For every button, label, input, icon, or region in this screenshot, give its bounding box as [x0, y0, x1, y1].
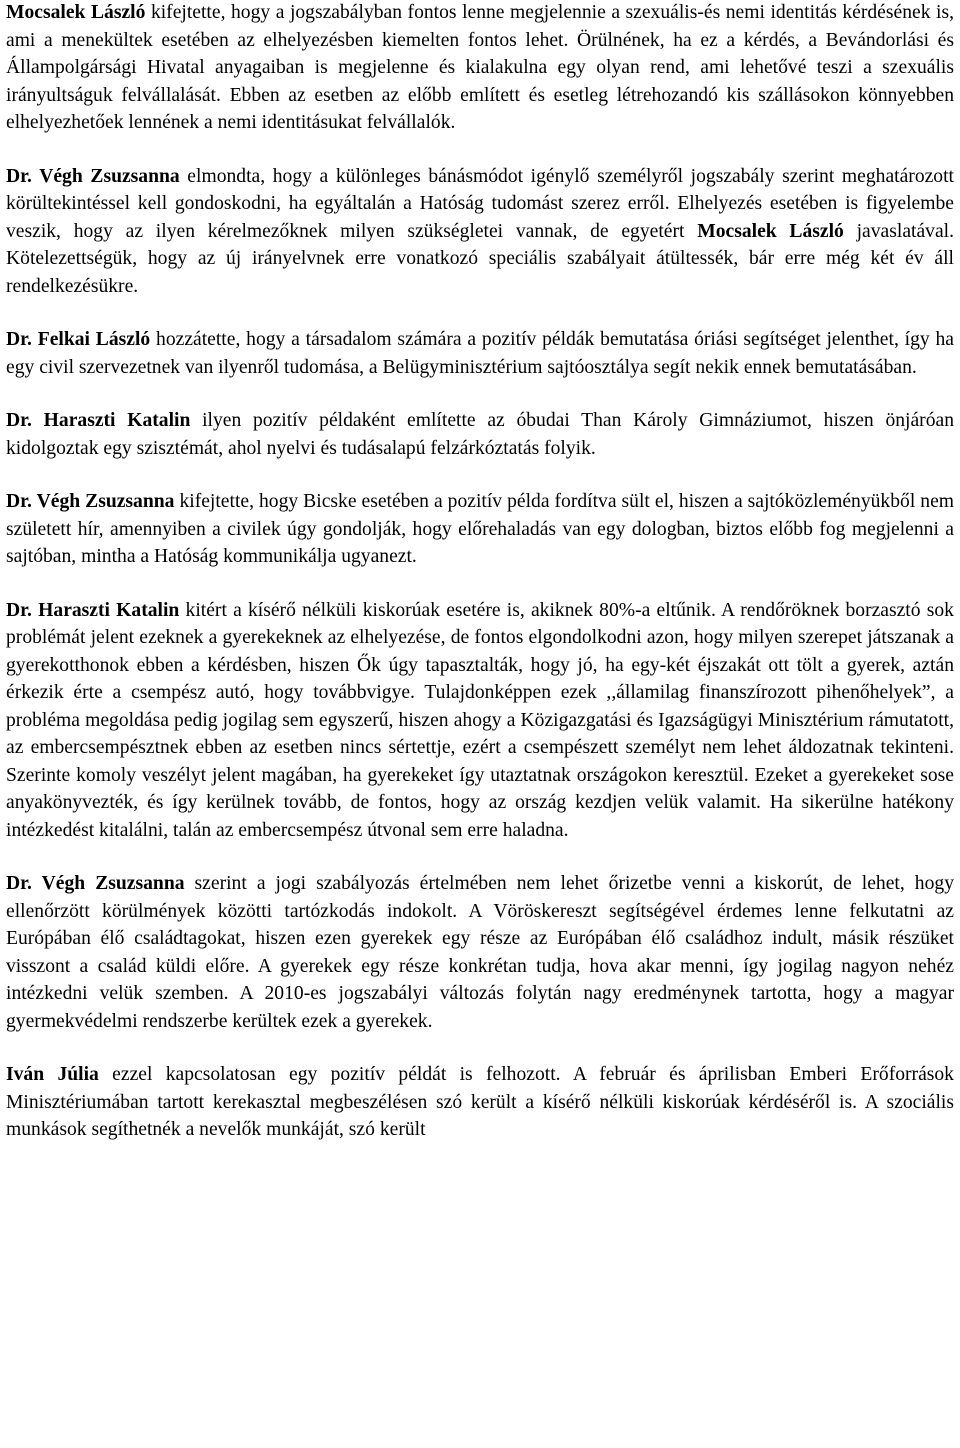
paragraph-vegh-legal-regulation — [6, 870, 954, 1035]
paragraph-text: hozzátette, hogy a társadalom számára a pozitív példák bemutatása óriási segítséget jelenthet, így ha egy civil szervezetnek van ilyenről tudomása, a Belügyminisztérium sajtóosztálya segít nekik ennek bemutatásában. — [6, 329, 954, 378]
speaker-name: Mocsalek László — [6, 2, 146, 23]
paragraph-ivan-positive-example — [6, 1061, 954, 1144]
speaker-name: Dr. Felkai László — [6, 329, 151, 350]
speaker-name: Dr. Haraszti Katalin — [6, 599, 180, 621]
speaker-name: Iván Júlia — [6, 1064, 99, 1085]
paragraph-vegh-bicske — [6, 488, 954, 571]
paragraph-text: elmondta, hogy a különleges bánásmódot igénylő személyről jogszabály szerint meghatározott körültekintéssel kell gondoskodni, ha egyáltalán a Hatóság tudomást szerez erről. Elhelyezés esetében is figyelembe veszik, hogy az ilyen kérelmezőknek milyen szükségletei vannak, de egyetért — [6, 165, 954, 242]
speaker-name: Dr. Haraszti Katalin — [6, 410, 191, 431]
paragraph-text: kifejtette, hogy Bicske esetében a pozitív példa fordítva sült el, hiszen a sajtóközleményükből nem született hír, amennyiben a civilek úgy gondolják, hogy előrehaladás van egy dologban, biztos előbb fog megjelenni a sajtóban, mintha a Hatóság kommunikálja ugyanezt. — [6, 491, 955, 567]
paragraph-haraszti-unaccompanied-minors — [6, 597, 954, 845]
paragraph-text: kifejtette, hogy a jogszabályban fontos lenne megjelennie a szexuális-és nemi identitás kérdésének is, ami a menekültek esetében az elhelyezésben kiemelten fontos lehet. Örülnének, ha ez a kérdés, a Bevándorlási és Állampolgársági Hivatal anyagaiban is megjelenne és kialakulna egy olyan rend, ami lehetővé teszi a szexuális irányultságuk felvállalását. Ebben az esetben az előbb említett és esetleg létrehozandó kis szállásokon könnyebben elhelyezhetőek lennének a nemi identitásukat felvállalók. — [6, 2, 954, 133]
paragraph-text: kitért a kísérő nélküli kiskorúak esetére is, akiknek 80%-a eltűnik. A rendőröknek borzasztó sok problémát jelent ezeknek a gyerekeknek az elhelyezése, de fontos elgondolkodni azon, hogy milyen szerepet játszanak a gyerekotthonok ebben a kérdésben, hiszen Ők úgy tapasztalták, hogy jó, ha egy-két éjszakát ott tölt a gyerek, aztán érkezik érte a csempész autó, hogy továbbvigye. Tulajdonképpen ezek ,,államilag finanszírozott pihenőhelyek”, a probléma megoldása pedig jogilag sem egyszerű, hiszen ahogy a Közigazgatási és Igazságügyi Minisztérium rámutatott, az embercsempésztnek ebben az esetben nincs sértettje, ezért a csempészett személyt nem lehet áldozatnak tekinteni. Szerinte komoly veszélyt jelent magában, ha gyerekeket így utaztatnak országokon keresztül. Ezeket a gyerekeket sose anyakönyvezték, és így kerülnek tovább, de fontos, hogy az ország kezdjen velük valamit. Ha sikerülne hatékony intézkedést kitalálni, talán az embercsempész útvonal sem erre haladna. — [6, 599, 954, 841]
paragraph-text: szerint a jogi szabályozás értelmében nem lehet őrizetbe venni a kiskorút, de lehet, hogy ellenőrzött körülmények közötti tartózkodás indokolt. A Vöröskereszt segítségével érdemes lenne felkutatni az Európában élő családtagokat, hiszen ezen gyerekek egy része az Európában élő családhoz indult, másik részüket visszont a család küldi előre. A gyerekek egy része konkrétan tudja, hova akar menni, így jogilag nagyon nehéz intézkedni velük szemben. A 2010-es jogszabályi változás folytán nagy eredménynek tartotta, hogy a magyar gyermekvédelmi rendszerbe kerültek ezek a gyerekek. — [6, 873, 954, 1032]
paragraph-text: ilyen pozitív példaként említette az óbudai Than Károly Gimnáziumot, hiszen önjáróan kidolgoztak egy szisztémát, ahol nyelvi és tudásalapú felzárkóztatás folyik. — [6, 410, 954, 459]
paragraph-felkai-positive-examples — [6, 326, 954, 381]
speaker-name: Dr. Végh Zsuzsanna — [6, 165, 180, 187]
paragraph-text: javaslatával. Kötelezettségük, hogy az új irányelvnek erre vonatkozó speciális szabályait átültessék, bár erre még két év áll rendelkezésükre. — [6, 220, 954, 297]
paragraph-vegh-special-treatment — [6, 163, 954, 301]
speaker-name: Dr. Végh Zsuzsanna — [6, 873, 185, 894]
paragraph-text: ezzel kapcsolatosan egy pozitív példát is felhozott. A február és áprilisban Emberi Erőforrások Minisztériumában tartott kerekasztal megbeszélésen szó került a kísérő nélküli kiskorúak kérdéséről is. A szociális munkások segíthetnék a nevelők munkáját, szó került — [6, 1064, 954, 1140]
paragraph-haraszti-gymnasium — [6, 407, 954, 462]
speaker-name: Dr. Végh Zsuzsanna — [6, 491, 175, 512]
speaker-name: Mocsalek László — [697, 220, 844, 242]
paragraph-mocsalek-identity — [6, 0, 954, 137]
